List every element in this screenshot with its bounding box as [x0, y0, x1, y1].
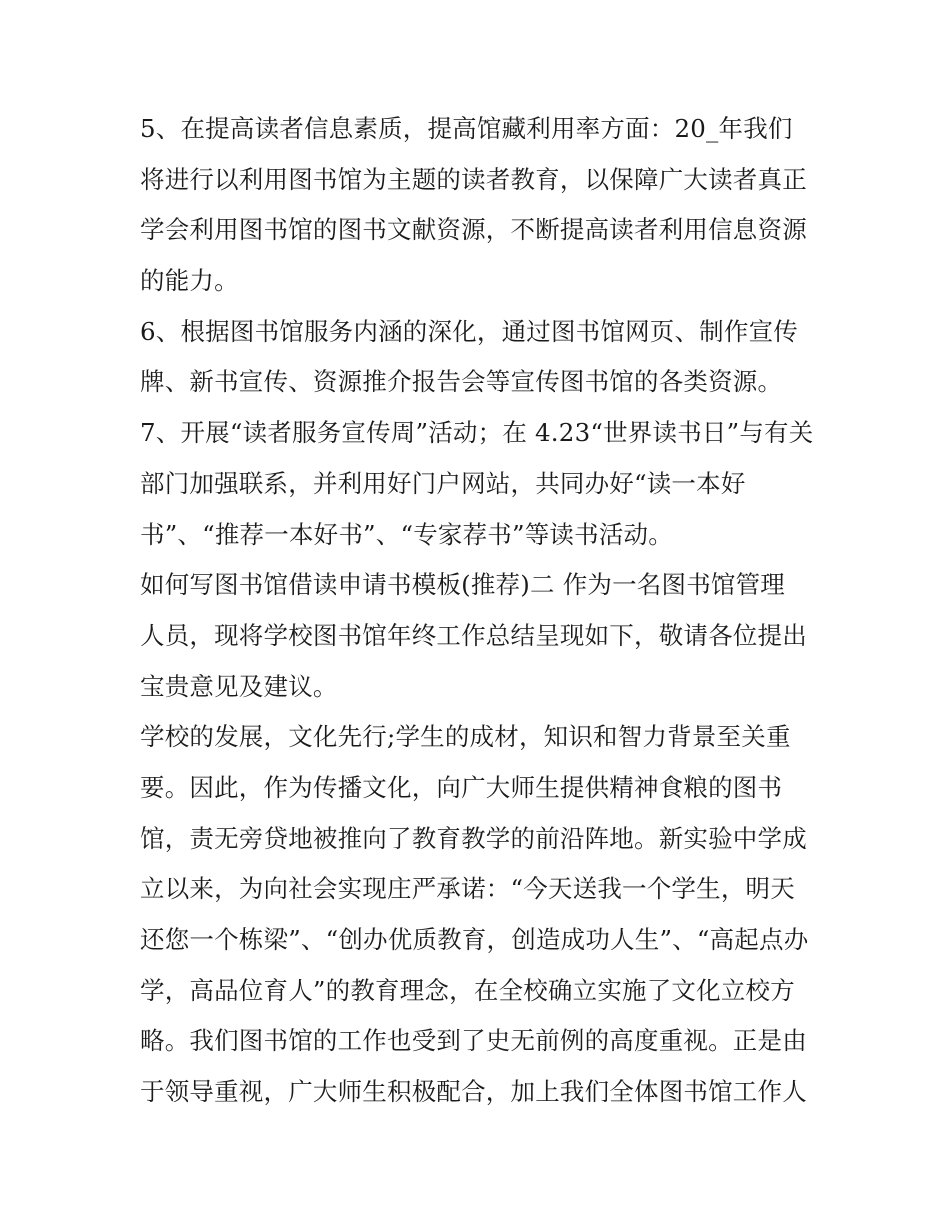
text-line: 的能力。 — [140, 266, 239, 296]
text-line: 学，高品位育人”的教育理念，在全校确立实施了文化立校方 — [140, 975, 795, 1005]
paragraph-item-7 — [140, 408, 816, 560]
text-line: 6、根据图书馆服务内涵的深化，通过图书馆网页、制作宣传 — [140, 316, 798, 346]
text-line: 学会利用图书馆的图书文献资源，不断提高读者利用信息资源 — [140, 215, 807, 245]
paragraph-item-6 — [140, 307, 816, 408]
text-line: 将进行以利用图书馆为主题的读者教育，以保障广大读者真正 — [140, 164, 807, 194]
text-line: 学校的发展，文化先行;学生的成材，知识和智力背景至关重 — [140, 722, 791, 752]
text-line: 如何写图书馆借读申请书模板(推荐)二 作为一名图书馆管理 — [140, 570, 786, 600]
text-line: 宝贵意见及建议。 — [140, 671, 338, 701]
text-line: 人员，现将学校图书馆年终工作总结呈现如下，敬请各位提出 — [140, 620, 807, 650]
document-body — [140, 104, 816, 1118]
text-line: 略。我们图书馆的工作也受到了史无前例的高度重视。正是由 — [140, 1026, 807, 1056]
text-line: 书”、“推荐一本好书”、“专家荐书”等读书活动。 — [140, 519, 673, 549]
text-line: 5、在提高读者信息素质，提高馆藏利用率方面：20_年我们 — [140, 114, 793, 143]
text-line: 还您一个栋梁”、“创办优质教育，创造成功人生”、“高起点办 — [140, 925, 809, 954]
paragraph-development — [140, 712, 816, 1118]
paragraph-item-5 — [140, 104, 816, 307]
text-line: 立以来，为向社会实现庄严承诺：“今天送我一个学生，明天 — [140, 874, 795, 904]
text-line: 部门加强联系，并利用好门户网站，共同办好“读一本好 — [140, 468, 746, 498]
text-line: 要。因此，作为传播文化，向广大师生提供精神食粮的图书 — [140, 772, 783, 802]
text-line: 牌、新书宣传、资源推介报告会等宣传图书馆的各类资源。 — [140, 367, 783, 397]
text-line: 7、开展“读者服务宣传周”活动；在 4.23“世界读书日”与有关 — [140, 418, 814, 448]
text-line: 于领导重视，广大师生积极配合，加上我们全体图书馆工作人 — [140, 1077, 807, 1107]
paragraph-intro — [140, 560, 816, 712]
text-line: 馆，责无旁贷地被推向了教育教学的前沿阵地。新实验中学成 — [140, 823, 807, 853]
